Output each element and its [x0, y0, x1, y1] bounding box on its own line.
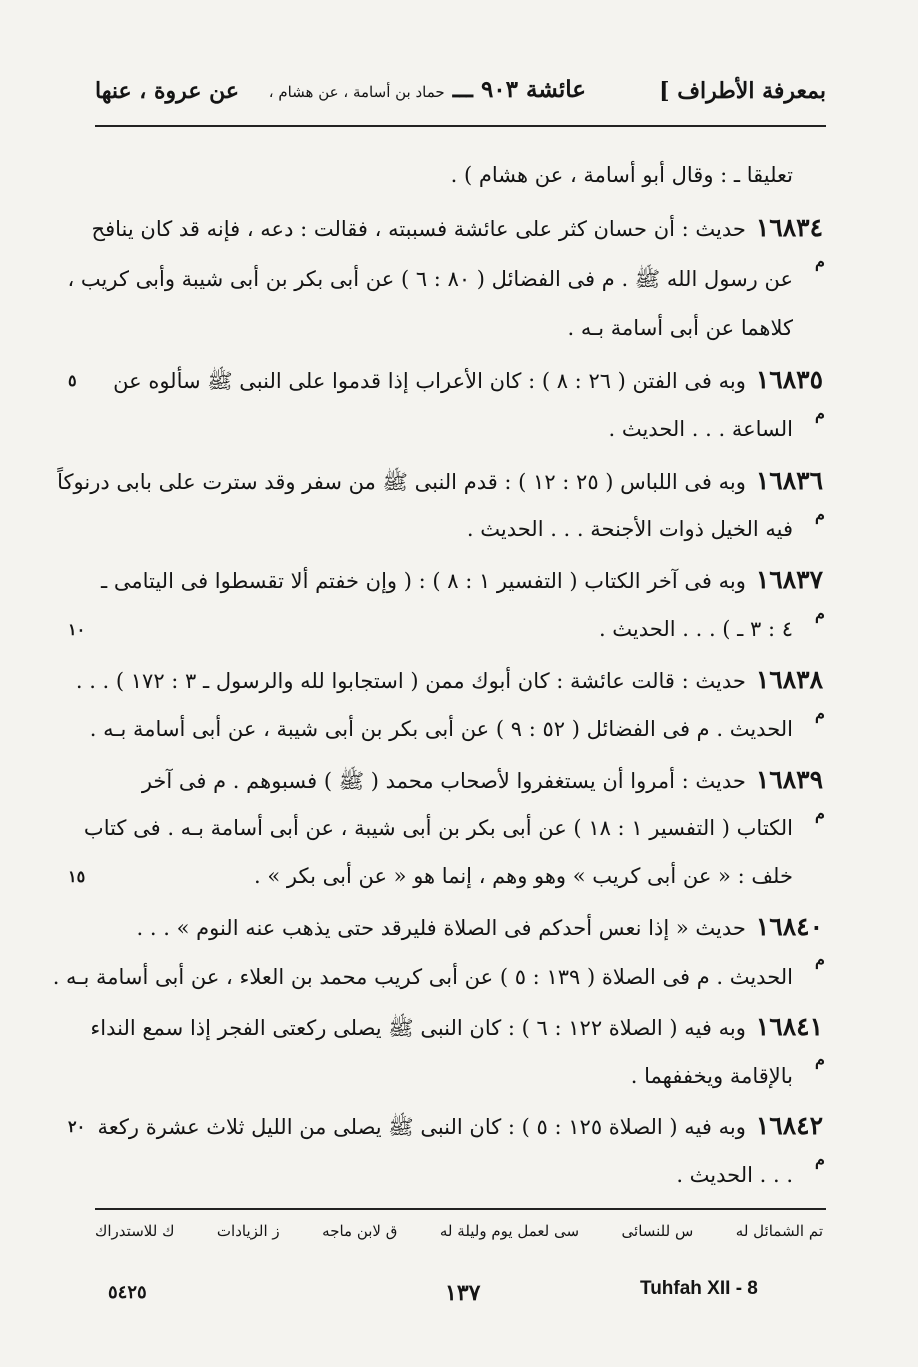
hadith-entry-16837 [101, 565, 823, 596]
header-chain-end: عن عروة ، عنها [95, 78, 239, 104]
line-number: ١٥ [68, 867, 86, 886]
text-line: خلف : « عن أبى كريب » وهو وهم ، إنما هو « عن أبى بكر » . [254, 864, 793, 888]
abbreviation: ق لابن ماجه [322, 1222, 398, 1240]
hadith-entry-16836 [57, 466, 823, 497]
source-mark: م [815, 505, 825, 524]
running-header [95, 72, 826, 116]
footer-code: ٥٤٢٥ [108, 1282, 147, 1303]
hadith-number: ١٦٨٣٦ [755, 466, 823, 495]
text-line: حديث : أن حسان كثر على عائشة فسببته ، فقالت : دعه ، فإنه قد كان ينافح [91, 217, 746, 241]
hadith-number: ١٦٨٤٠ [755, 912, 823, 941]
text-line: الحديث . م فى الفضائل ( ٥٢ : ٩ ) عن أبى بكر بن أبى شيبة ، عن أبى أسامة بـه . [89, 717, 793, 741]
header-chain: حماد بن أسامة ، عن هشام ، [268, 83, 445, 101]
text-line: وبه فى اللباس ( ٢٥ : ١٢ ) : قدم النبى ﷺ من سفر وقد سترت على بابى درنوكاً [57, 470, 746, 494]
hadith-number: ١٦٨٣٧ [755, 565, 823, 594]
text-line: عن رسول الله ﷺ . م فى الفضائل ( ٨٠ : ٦ ) عن أبى بكر بن أبى شيبة وأبى كريب ، [67, 267, 793, 291]
line-number: ١٠ [68, 620, 86, 639]
hadith-entry-16840 [137, 912, 823, 943]
text-line: حديث : أمروا أن يستغفروا لأصحاب محمد ( ﷺ ) فسبوهم . م فى آخر [141, 769, 746, 793]
hadith-number: ١٦٨٣٨ [755, 665, 823, 694]
text-line: تعليقا ـ : وقال أبو أسامة ، عن هشام ) . [450, 163, 793, 187]
hadith-number: ١٦٨٤٢ [755, 1111, 823, 1140]
text-line: . . . الحديث . [676, 1163, 793, 1187]
hadith-entry-16834 [92, 213, 823, 244]
source-mark: م [815, 404, 825, 423]
page-number: ١٣٧ [445, 1280, 481, 1306]
abbreviation: س للنسائى [621, 1222, 694, 1240]
hadith-entry-16839 [142, 765, 823, 796]
hadith-entry-16835 [113, 365, 823, 396]
header-book-title: بمعرفة الأطراف ] [659, 78, 826, 104]
footer-volume: Tuhfah XII - 8 [640, 1278, 758, 1299]
text-line: وبه فى آخر الكتاب ( التفسير ١ : ٨ ) : ( وإن خفتم ألا تقسطوا فى اليتامى ـ [101, 569, 746, 593]
text-line: الحديث . م فى الصلاة ( ١٣٩ : ٥ ) عن أبى كريب محمد بن العلاء ، عن أبى أسامة بـه . [52, 965, 793, 989]
hadith-number: ١٦٨٣٤ [755, 213, 823, 242]
abbreviation: تم الشمائل له [735, 1222, 823, 1240]
hadith-number: ١٦٨٣٥ [755, 365, 823, 394]
text-line: وبه فيه ( الصلاة ١٢٥ : ٥ ) : كان النبى ﷺ يصلى من الليل ثلاث عشرة ركعة [97, 1115, 746, 1139]
header-rule [95, 125, 826, 127]
text-line: الساعة . . . الحديث . [608, 417, 793, 441]
text-line: حديث « إذا نعس أحدكم فى الصلاة فليرقد حتى يذهب عنه النوم » . . . [136, 916, 746, 940]
text-line: الكتاب ( التفسير ١ : ١٨ ) عن أبى بكر بن أبى شيبة ، عن أبى أسامة بـه . فى كتاب [83, 816, 793, 840]
header-section-title: عائشة ٩٠٣ ـــ [452, 76, 586, 103]
source-mark: م [815, 804, 825, 823]
footer-rule [95, 1208, 826, 1210]
source-mark: م [815, 1050, 825, 1069]
source-mark: م [815, 252, 825, 271]
hadith-entry-16842 [98, 1111, 823, 1142]
text-line: كلاهما عن أبى أسامة بـه . [567, 316, 793, 340]
source-mark: م [815, 604, 825, 623]
source-mark: م [815, 704, 825, 723]
hadith-number: ١٦٨٤١ [755, 1012, 823, 1041]
text-line: حديث : قالت عائشة : كان أبوك ممن ( استجابوا لله والرسول ـ ٣ : ١٧٢ ) . . . [75, 669, 746, 693]
line-number: ٥ [68, 371, 77, 390]
text-line: فيه الخيل ذوات الأجنحة . . . الحديث . [466, 517, 793, 541]
abbreviation: سى لعمل يوم وليلة له [439, 1222, 580, 1240]
hadith-number: ١٦٨٣٩ [755, 765, 823, 794]
text-line: بالإقامة ويخففهما . [630, 1064, 793, 1088]
source-mark: م [815, 1150, 825, 1169]
abbreviation-key [95, 1222, 823, 1240]
header-section [269, 76, 586, 103]
abbreviation: ك للاستدراك [95, 1222, 175, 1240]
line-number: ٢٠ [68, 1117, 86, 1136]
hadith-entry-16838 [76, 665, 823, 696]
text-line: وبه فيه ( الصلاة ١٢٢ : ٦ ) : كان النبى ﷺ يصلى ركعتى الفجر إذا سمع النداء [90, 1016, 746, 1040]
text-line: وبه فى الفتن ( ٢٦ : ٨ ) : كان الأعراب إذا قدموا على النبى ﷺ سألوه عن [113, 369, 746, 393]
hadith-entry-16841 [90, 1012, 823, 1043]
abbreviation: ز الزيادات [216, 1222, 280, 1240]
text-line: ٤ : ٣ ـ ) . . . الحديث . [598, 617, 793, 641]
source-mark: م [815, 950, 825, 969]
